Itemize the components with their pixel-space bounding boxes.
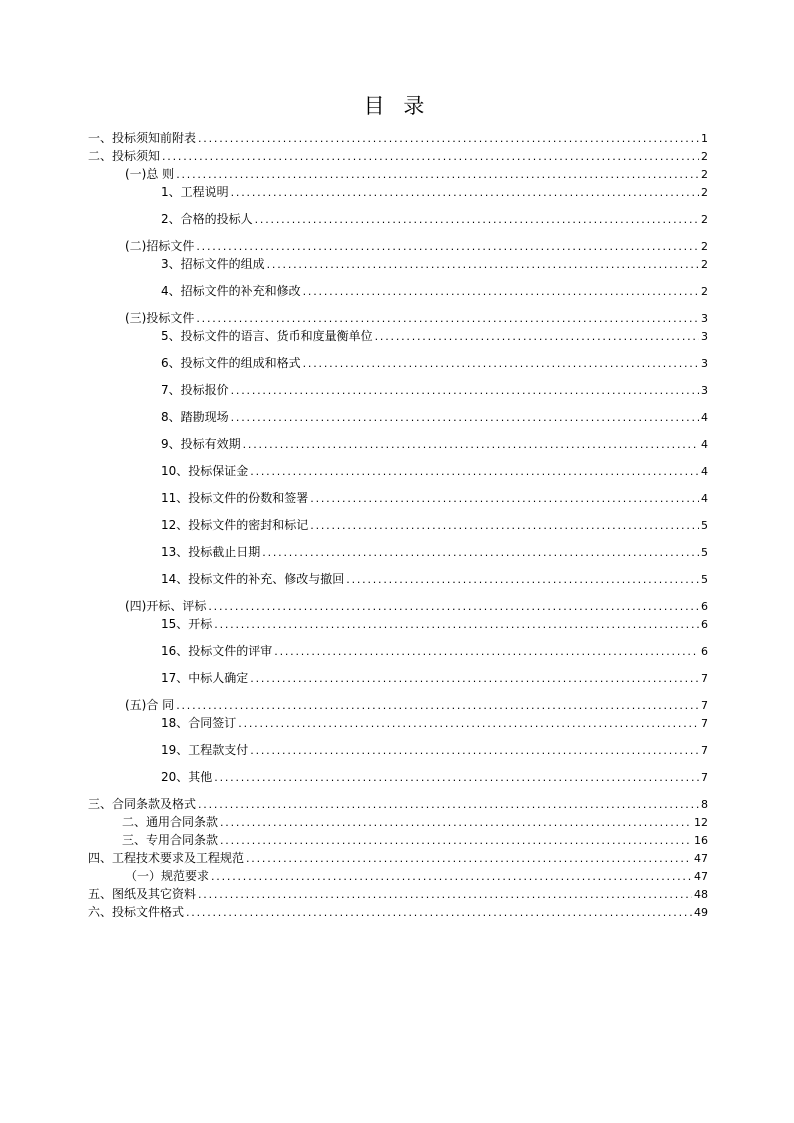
- toc-entry-page: 8: [701, 798, 708, 811]
- toc-entry-title: （一）规范要求: [125, 869, 210, 883]
- toc-entry-project-description[interactable]: [161, 184, 708, 211]
- toc-entry-title: 10、投标保证金: [161, 464, 249, 478]
- toc-entry-bid-review[interactable]: [161, 643, 708, 670]
- toc-entry-page: 47: [694, 852, 708, 865]
- dot-leader: [196, 239, 699, 255]
- toc-entry-title: 8、踏勘现场: [161, 410, 229, 424]
- toc-entry-contract[interactable]: [125, 697, 708, 715]
- toc-entry-opening-evaluation[interactable]: [125, 598, 708, 616]
- toc-entry-title: 三、专用合同条款: [122, 833, 219, 847]
- toc-entry-title: 7、投标报价: [161, 383, 229, 397]
- toc-entry-title: 一、投标须知前附表: [88, 131, 197, 145]
- toc-entry-title: 16、投标文件的评审: [161, 644, 273, 658]
- toc-entry-bid-instructions[interactable]: [88, 148, 708, 166]
- toc-entry-title: 12、投标文件的密封和标记: [161, 518, 309, 532]
- dot-leader: [303, 284, 699, 300]
- dot-leader: [262, 545, 699, 561]
- toc-entry-page: 4: [701, 411, 708, 424]
- toc-entry-page: 2: [701, 150, 708, 163]
- toc-entry-page: 2: [701, 258, 708, 271]
- toc-entry-bid-documents[interactable]: [125, 310, 708, 328]
- dot-leader: [250, 743, 699, 759]
- dot-leader: [267, 257, 699, 273]
- toc-entry-page: 6: [701, 618, 708, 631]
- toc-entry-specification-requirements[interactable]: [125, 868, 708, 886]
- dot-leader: [196, 311, 699, 327]
- toc-entry-title: 14、投标文件的补充、修改与撤回: [161, 572, 345, 586]
- dot-leader: [198, 887, 692, 903]
- dot-leader: [176, 698, 699, 714]
- toc-entry-page: 1: [701, 132, 708, 145]
- toc-entry-general-contract-terms[interactable]: [122, 814, 708, 832]
- toc-entry-page: 49: [694, 906, 708, 919]
- toc-entry-page: 3: [701, 312, 708, 325]
- dot-leader: [246, 851, 692, 867]
- dot-leader: [211, 869, 692, 885]
- toc-entry-title: (三)投标文件: [125, 311, 195, 325]
- toc-entry-title: 6、投标文件的组成和格式: [161, 356, 301, 370]
- toc-entry-title: 二、通用合同条款: [122, 815, 219, 829]
- toc-entry-page: 16: [694, 834, 708, 847]
- toc-entry-bid-language-currency[interactable]: [161, 328, 708, 355]
- toc-entry-page: 4: [701, 492, 708, 505]
- toc-entry-title: 1、工程说明: [161, 185, 229, 199]
- dot-leader: [220, 815, 692, 831]
- toc-entry-page: 3: [701, 357, 708, 370]
- dot-leader: [231, 410, 699, 426]
- dot-leader: [220, 833, 692, 849]
- toc-entry-title: 20、其他: [161, 770, 213, 784]
- toc-entry-page: 47: [694, 870, 708, 883]
- toc-entry-winner-determination[interactable]: [161, 670, 708, 697]
- dot-leader: [176, 167, 699, 183]
- toc-entry-page: 6: [701, 600, 708, 613]
- toc-entry-page: 12: [694, 816, 708, 829]
- toc-entry-page: 5: [701, 519, 708, 532]
- toc-entry-bid-deadline[interactable]: [161, 544, 708, 571]
- dot-leader: [310, 518, 699, 534]
- toc-entry-contract-terms[interactable]: [88, 796, 708, 814]
- toc-entry-drawings-materials[interactable]: [88, 886, 708, 904]
- dot-leader: [243, 437, 699, 453]
- toc-entry-title: 四、工程技术要求及工程规范: [88, 851, 245, 865]
- toc-entry-title: (一)总 则: [125, 167, 175, 181]
- toc-entry-technical-requirements[interactable]: [88, 850, 708, 868]
- toc-entry-title: (四)开标、评标: [125, 599, 207, 613]
- toc-entry-page: 7: [701, 699, 708, 712]
- dot-leader: [214, 617, 699, 633]
- table-of-contents: [88, 130, 708, 922]
- toc-entry-page: 3: [701, 330, 708, 343]
- toc-entry-title: 9、投标有效期: [161, 437, 241, 451]
- toc-entry-special-contract-terms[interactable]: [122, 832, 708, 850]
- toc-entry-title: 六、投标文件格式: [88, 905, 185, 919]
- toc-entry-bid-instructions-appendix[interactable]: [88, 130, 708, 148]
- toc-entry-page: 2: [701, 168, 708, 181]
- dot-leader: [303, 356, 699, 372]
- toc-entry-title: 二、投标须知: [88, 149, 161, 163]
- dot-leader: [186, 905, 692, 921]
- toc-entry-tender-supplement[interactable]: [161, 283, 708, 310]
- toc-entry-bid-opening[interactable]: [161, 616, 708, 643]
- toc-entry-title: 3、招标文件的组成: [161, 257, 265, 271]
- toc-entry-title: 18、合同签订: [161, 716, 237, 730]
- toc-entry-bid-sealing-marking[interactable]: [161, 517, 708, 544]
- toc-entry-page: 7: [701, 771, 708, 784]
- toc-entry-page: 2: [701, 285, 708, 298]
- toc-entry-contract-signing[interactable]: [161, 715, 708, 742]
- dot-leader: [238, 716, 699, 732]
- toc-entry-title: 五、图纸及其它资料: [88, 887, 197, 901]
- toc-entry-title: (二)招标文件: [125, 239, 195, 253]
- toc-entry-tender-composition[interactable]: [161, 256, 708, 283]
- dot-leader: [250, 671, 699, 687]
- dot-leader: [255, 212, 699, 228]
- toc-entry-bid-validity[interactable]: [161, 436, 708, 463]
- toc-entry-page: 7: [701, 717, 708, 730]
- toc-entry-title: 2、合格的投标人: [161, 212, 253, 226]
- toc-entry-other[interactable]: [161, 769, 708, 796]
- toc-entry-page: 2: [701, 240, 708, 253]
- toc-entry-general[interactable]: [125, 166, 708, 184]
- dot-leader: [250, 464, 699, 480]
- toc-entry-title: 17、中标人确定: [161, 671, 249, 685]
- toc-entry-page: 4: [701, 438, 708, 451]
- dot-leader: [198, 797, 699, 813]
- dot-leader: [231, 383, 699, 399]
- dot-leader: [310, 491, 699, 507]
- toc-entry-title: 5、投标文件的语言、货币和度量衡单位: [161, 329, 373, 343]
- toc-entry-title: (五)合 同: [125, 698, 175, 712]
- toc-entry-page: 7: [701, 672, 708, 685]
- dot-leader: [346, 572, 699, 588]
- dot-leader: [198, 131, 699, 147]
- toc-entry-page: 7: [701, 744, 708, 757]
- toc-entry-payment[interactable]: [161, 742, 708, 769]
- dot-leader: [375, 329, 699, 345]
- toc-entry-page: 6: [701, 645, 708, 658]
- dot-leader: [274, 644, 699, 660]
- dot-leader: [214, 770, 699, 786]
- toc-entry-page: 3: [701, 384, 708, 397]
- toc-entry-page: 5: [701, 573, 708, 586]
- toc-entry-tender-documents[interactable]: [125, 238, 708, 256]
- toc-entry-title: 三、合同条款及格式: [88, 797, 197, 811]
- toc-entry-title: 13、投标截止日期: [161, 545, 261, 559]
- toc-entry-bid-format[interactable]: [88, 904, 708, 922]
- toc-entry-title: 15、开标: [161, 617, 213, 631]
- toc-entry-title: 19、工程款支付: [161, 743, 249, 757]
- toc-entry-page: 4: [701, 465, 708, 478]
- toc-entry-page: 48: [694, 888, 708, 901]
- toc-entry-title: 4、招标文件的补充和修改: [161, 284, 301, 298]
- toc-entry-title: 11、投标文件的份数和签署: [161, 491, 309, 505]
- dot-leader: [231, 185, 699, 201]
- toc-entry-page: 5: [701, 546, 708, 559]
- toc-entry-bid-composition-format[interactable]: [161, 355, 708, 382]
- toc-entry-site-survey[interactable]: [161, 409, 708, 436]
- toc-entry-bid-copies-signing[interactable]: [161, 490, 708, 517]
- toc-entry-page: 2: [701, 186, 708, 199]
- page-title: 目 录: [363, 94, 431, 118]
- dot-leader: [162, 149, 699, 165]
- toc-entry-bid-bond[interactable]: [161, 463, 708, 490]
- toc-entry-bid-price[interactable]: [161, 382, 708, 409]
- toc-entry-bid-modification-withdrawal[interactable]: [161, 571, 708, 598]
- toc-entry-page: 2: [701, 213, 708, 226]
- toc-entry-qualified-bidder[interactable]: [161, 211, 708, 238]
- dot-leader: [208, 599, 699, 615]
